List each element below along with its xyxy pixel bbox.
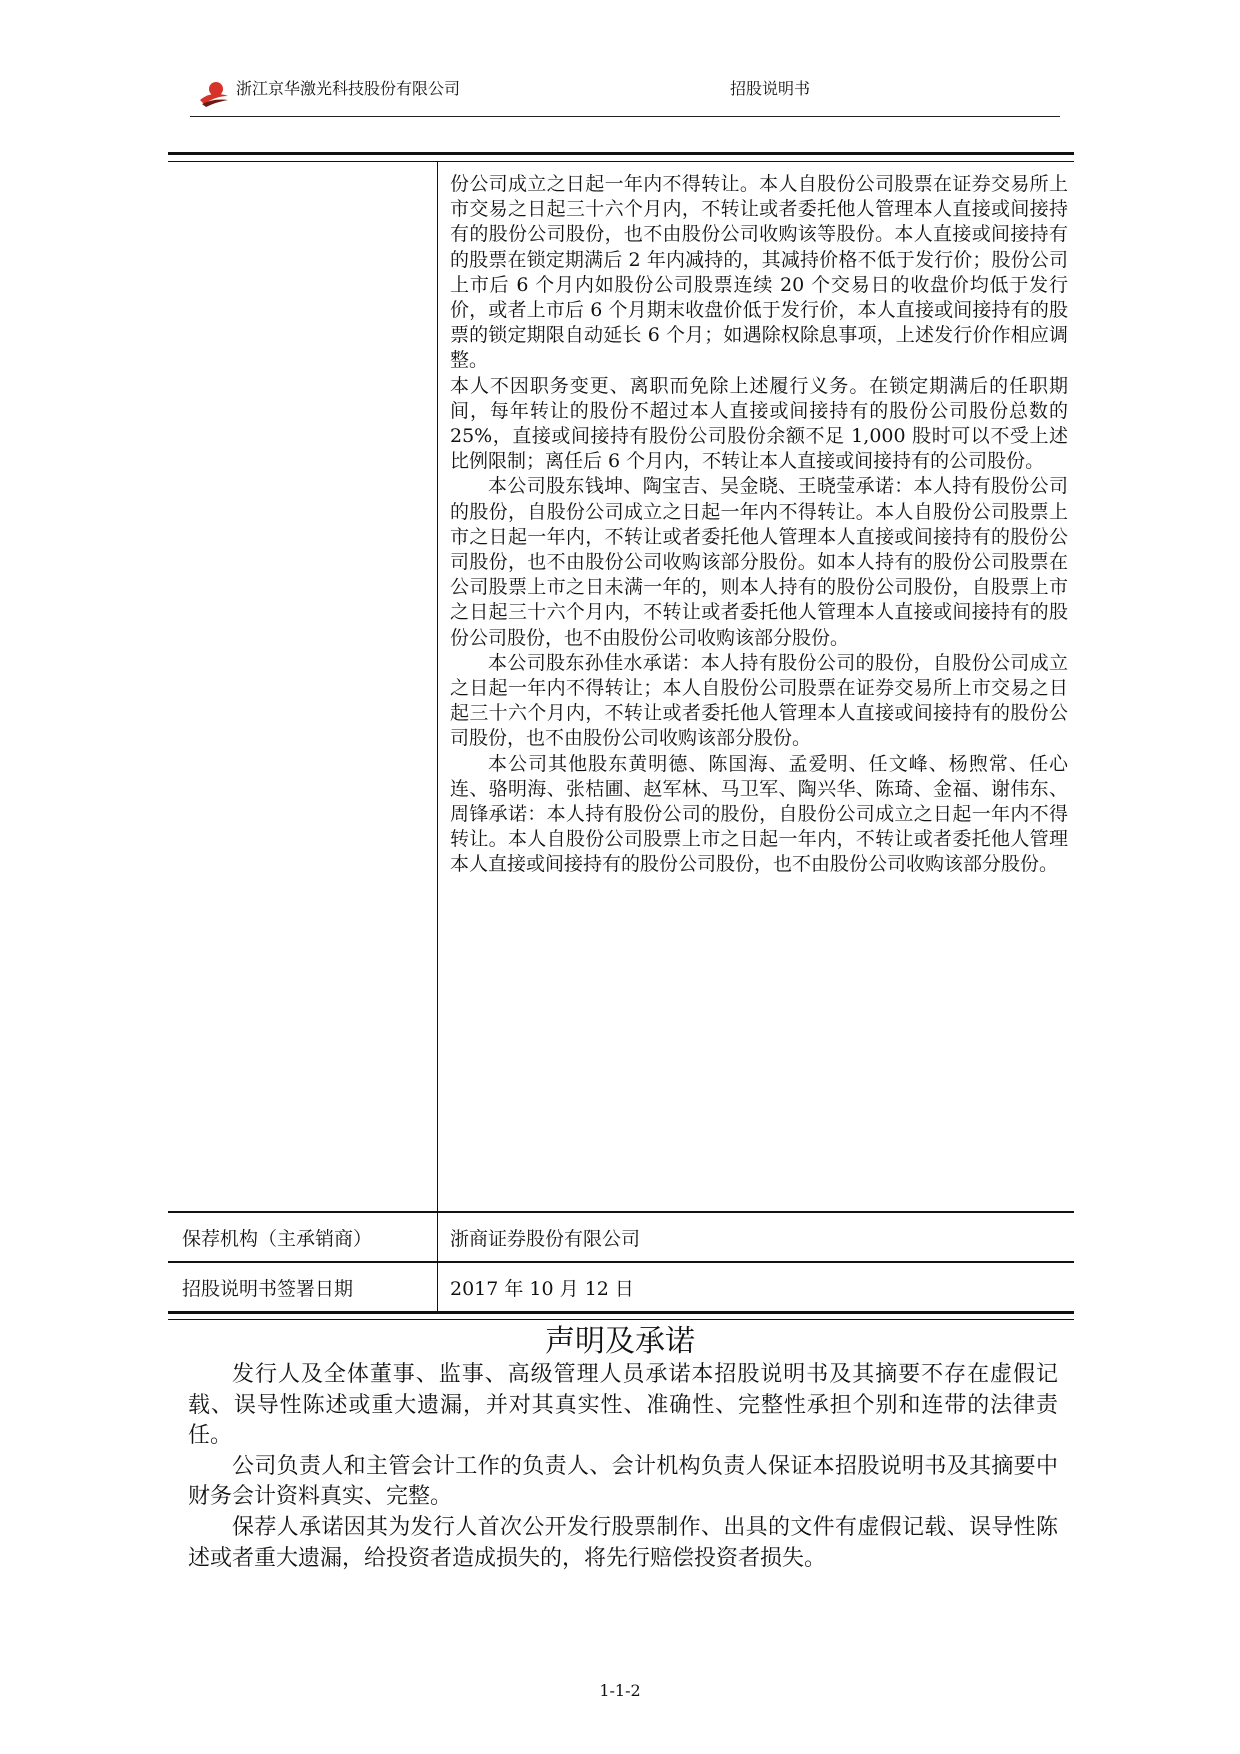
lockup-label-cell	[168, 162, 438, 1211]
table-row-sponsor	[168, 1211, 1074, 1261]
lockup-text-cell	[438, 162, 1074, 1211]
sign-date-value: 2017 年 10 月 12 日	[450, 1277, 634, 1300]
header-document-title: 招股说明书	[730, 79, 811, 98]
declaration-paragraph: 公司负责人和主管会计工作的负责人、会计机构负责人保证本招股说明书及其摘要中财务会计资料真实、完整。	[188, 1453, 1058, 1510]
declaration-paragraph: 保荐人承诺因其为发行人首次公开发行股票制作、出具的文件有虚假记载、误导性陈述或者重大遗漏，给投资者造成损失的，将先行赔偿投资者损失。	[188, 1514, 1058, 1571]
declaration-title: 声明及承诺	[545, 1324, 695, 1359]
lockup-paragraph: 本公司其他股东黄明德、陈国海、孟爱明、任文峰、杨煦常、任心连、骆明海、张桔圃、赵军林、马卫军、陶兴华、陈琦、金福、谢伟东、周锋承诺：本人持有股份公司的股份，自股份公司成立之日起一年内不得转让。本人自股份公司股票上市之日起一年内，不转让或者委托他人管理本人直接或间接持有的股份公司股份，也不由股份公司收购该部分股份。	[450, 752, 1068, 876]
declaration-body	[188, 1360, 1058, 1574]
header-company-name: 浙江京华激光科技股份有限公司	[236, 79, 461, 98]
lockup-paragraph: 本公司股东钱坤、陶宝吉、吴金晓、王晓莹承诺：本人持有股份公司的股份，自股份公司成立之日起一年内不得转让。本人自股份公司股票上市之日起一年内，不转让或者委托他人管理本人直接或间接持有的股份公司股份，也不由股份公司收购该部分股份。如本人持有的股份公司股票在公司股票上市之日未满一年的，则本人持有的股份公司股份，自股票上市之日起三十六个月内，不转让或者委托他人管理本人直接或间接持有的股份公司股份，也不由股份公司收购该部分股份。	[450, 475, 1068, 649]
page-number: 1-1-2	[599, 1681, 641, 1700]
page-header	[190, 70, 1060, 117]
lockup-paragraph: 本人不因职务变更、离职而免除上述履行义务。在锁定期满后的任职期间，每年转让的股份不超过本人直接或间接持有的股份公司股份总数的 25%，直接或间接持有股份公司股份余额不足 1,000 股时可以不受上述比例限制；离任后 6 个月内，不转让本人直接或间接持有的公司股份。	[450, 374, 1068, 473]
table-row-lockup	[168, 162, 1074, 1211]
sponsor-value: 浙商证券股份有限公司	[450, 1227, 641, 1250]
sponsor-label: 保荐机构（主承销商）	[168, 1213, 438, 1261]
info-table	[168, 152, 1074, 1320]
sign-date-label: 招股说明书签署日期	[168, 1263, 438, 1311]
table-top-rule	[168, 152, 1074, 162]
declaration-paragraph: 发行人及全体董事、监事、高级管理人员承诺本招股说明书及其摘要不存在虚假记载、误导性陈述或重大遗漏，并对其真实性、准确性、完整性承担个别和连带的法律责任。	[188, 1362, 1058, 1449]
company-logo	[198, 76, 230, 108]
lockup-paragraph: 份公司成立之日起一年内不得转让。本人自股份公司股票在证券交易所上市交易之日起三十六个月内，不转让或者委托他人管理本人直接或间接持有的股份公司股份，也不由股份公司收购该等股份。本人直接或间接持有的股票在锁定期满后 2 年内减持的，其减持价格不低于发行价；股份公司上市后 6 个月内如股份公司股票连续 20 个交易日的收盘价均低于发行价，或者上市后 6 个月期末收盘价低于发行价，本人直接或间接持有的股票的锁定期限自动延长 6 个月；如遇除权除息事项，上述发行价作相应调整。	[450, 173, 1068, 372]
table-row-sign-date	[168, 1261, 1074, 1311]
lockup-paragraph: 本公司股东孙佳水承诺：本人持有股份公司的股份，自股份公司成立之日起一年内不得转让；本人自股份公司股票在证券交易所上市交易之日起三十六个月内，不转让或者委托他人管理本人直接或间接持有的股份公司股份，也不由股份公司收购该部分股份。	[450, 651, 1068, 750]
